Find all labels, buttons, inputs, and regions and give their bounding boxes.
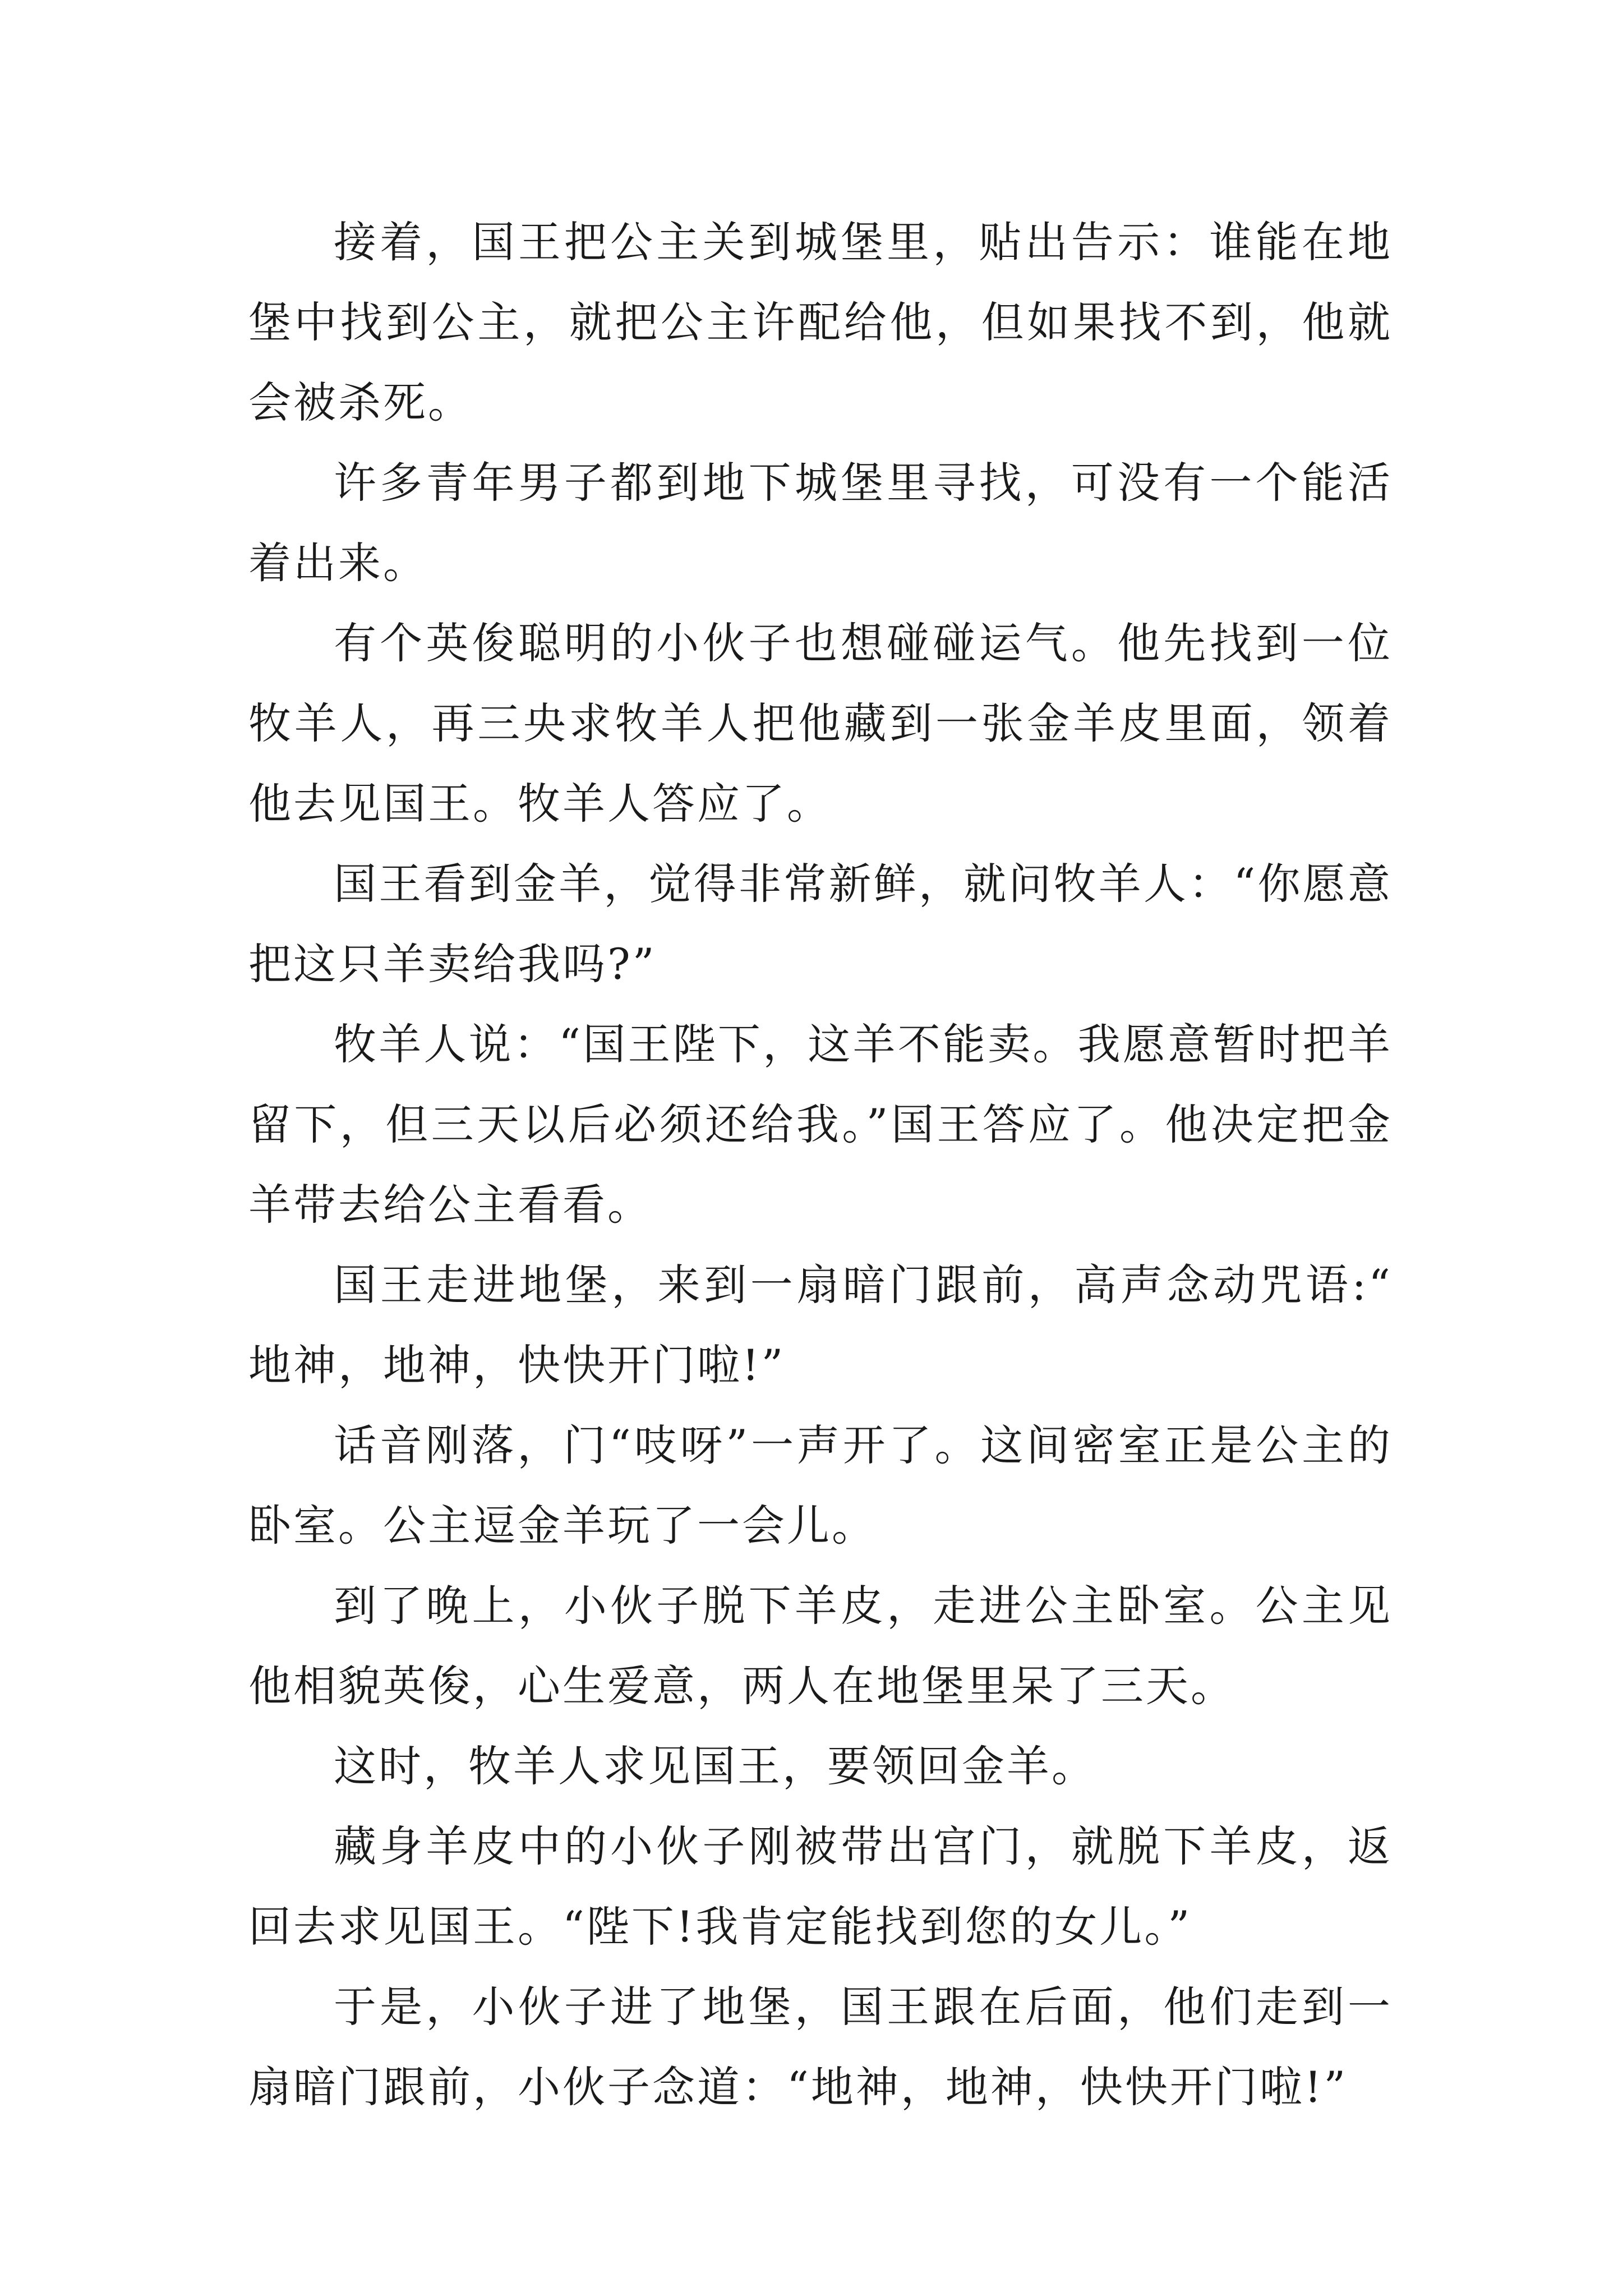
paragraph-6: 国王走进地堡，来到一扇暗门跟前，高声念动咒语:“地神，地神，快快开门啦!” (248, 1260, 1393, 1390)
paragraph-8: 到了晚上，小伙子脱下羊皮，走进公主卧室。公主见他相貌英俊，心生爱意，两人在地堡里呆了三天。 (248, 1581, 1393, 1711)
paragraph-3: 有个英俊聪明的小伙子也想碰碰运气。他先找到一位牧羊人，再三央求牧羊人把他藏到一张金羊皮里面，领着他去见国王。牧羊人答应了。 (248, 618, 1393, 829)
paragraph-11: 于是，小伙子进了地堡，国王跟在后面，他们走到一扇暗门跟前，小伙子念道：“地神，地神，快快开门啦!” (248, 1982, 1393, 2112)
story-text-body (248, 202, 1393, 2127)
paragraph-7: 话音刚落，门“吱呀”一声开了。这间密室正是公主的卧室。公主逗金羊玩了一会儿。 (248, 1420, 1393, 1550)
paragraph-9: 这时，牧羊人求见国王，要领回金羊。 (334, 1741, 1096, 1791)
paragraph-2: 许多青年男子都到地下城堡里寻找，可没有一个能活着出来。 (248, 458, 1393, 588)
paragraph-5: 牧羊人说：“国王陛下，这羊不能卖。我愿意暂时把羊留下，但三天以后必须还给我。”国王答应了。他决定把金羊带去给公主看看。 (248, 1019, 1393, 1230)
paragraph-4: 国王看到金羊，觉得非常新鲜，就问牧羊人：“你愿意把这只羊卖给我吗?” (248, 859, 1393, 989)
paragraph-10: 藏身羊皮中的小伙子刚被带出宫门，就脱下羊皮，返回去求见国王。“陛下!我肯定能找到您的女儿。” (248, 1821, 1393, 1952)
paragraph-1: 接着，国王把公主关到城堡里，贴出告示：谁能在地堡中找到公主，就把公主许配给他，但如果找不到，他就会被杀死。 (248, 217, 1393, 427)
